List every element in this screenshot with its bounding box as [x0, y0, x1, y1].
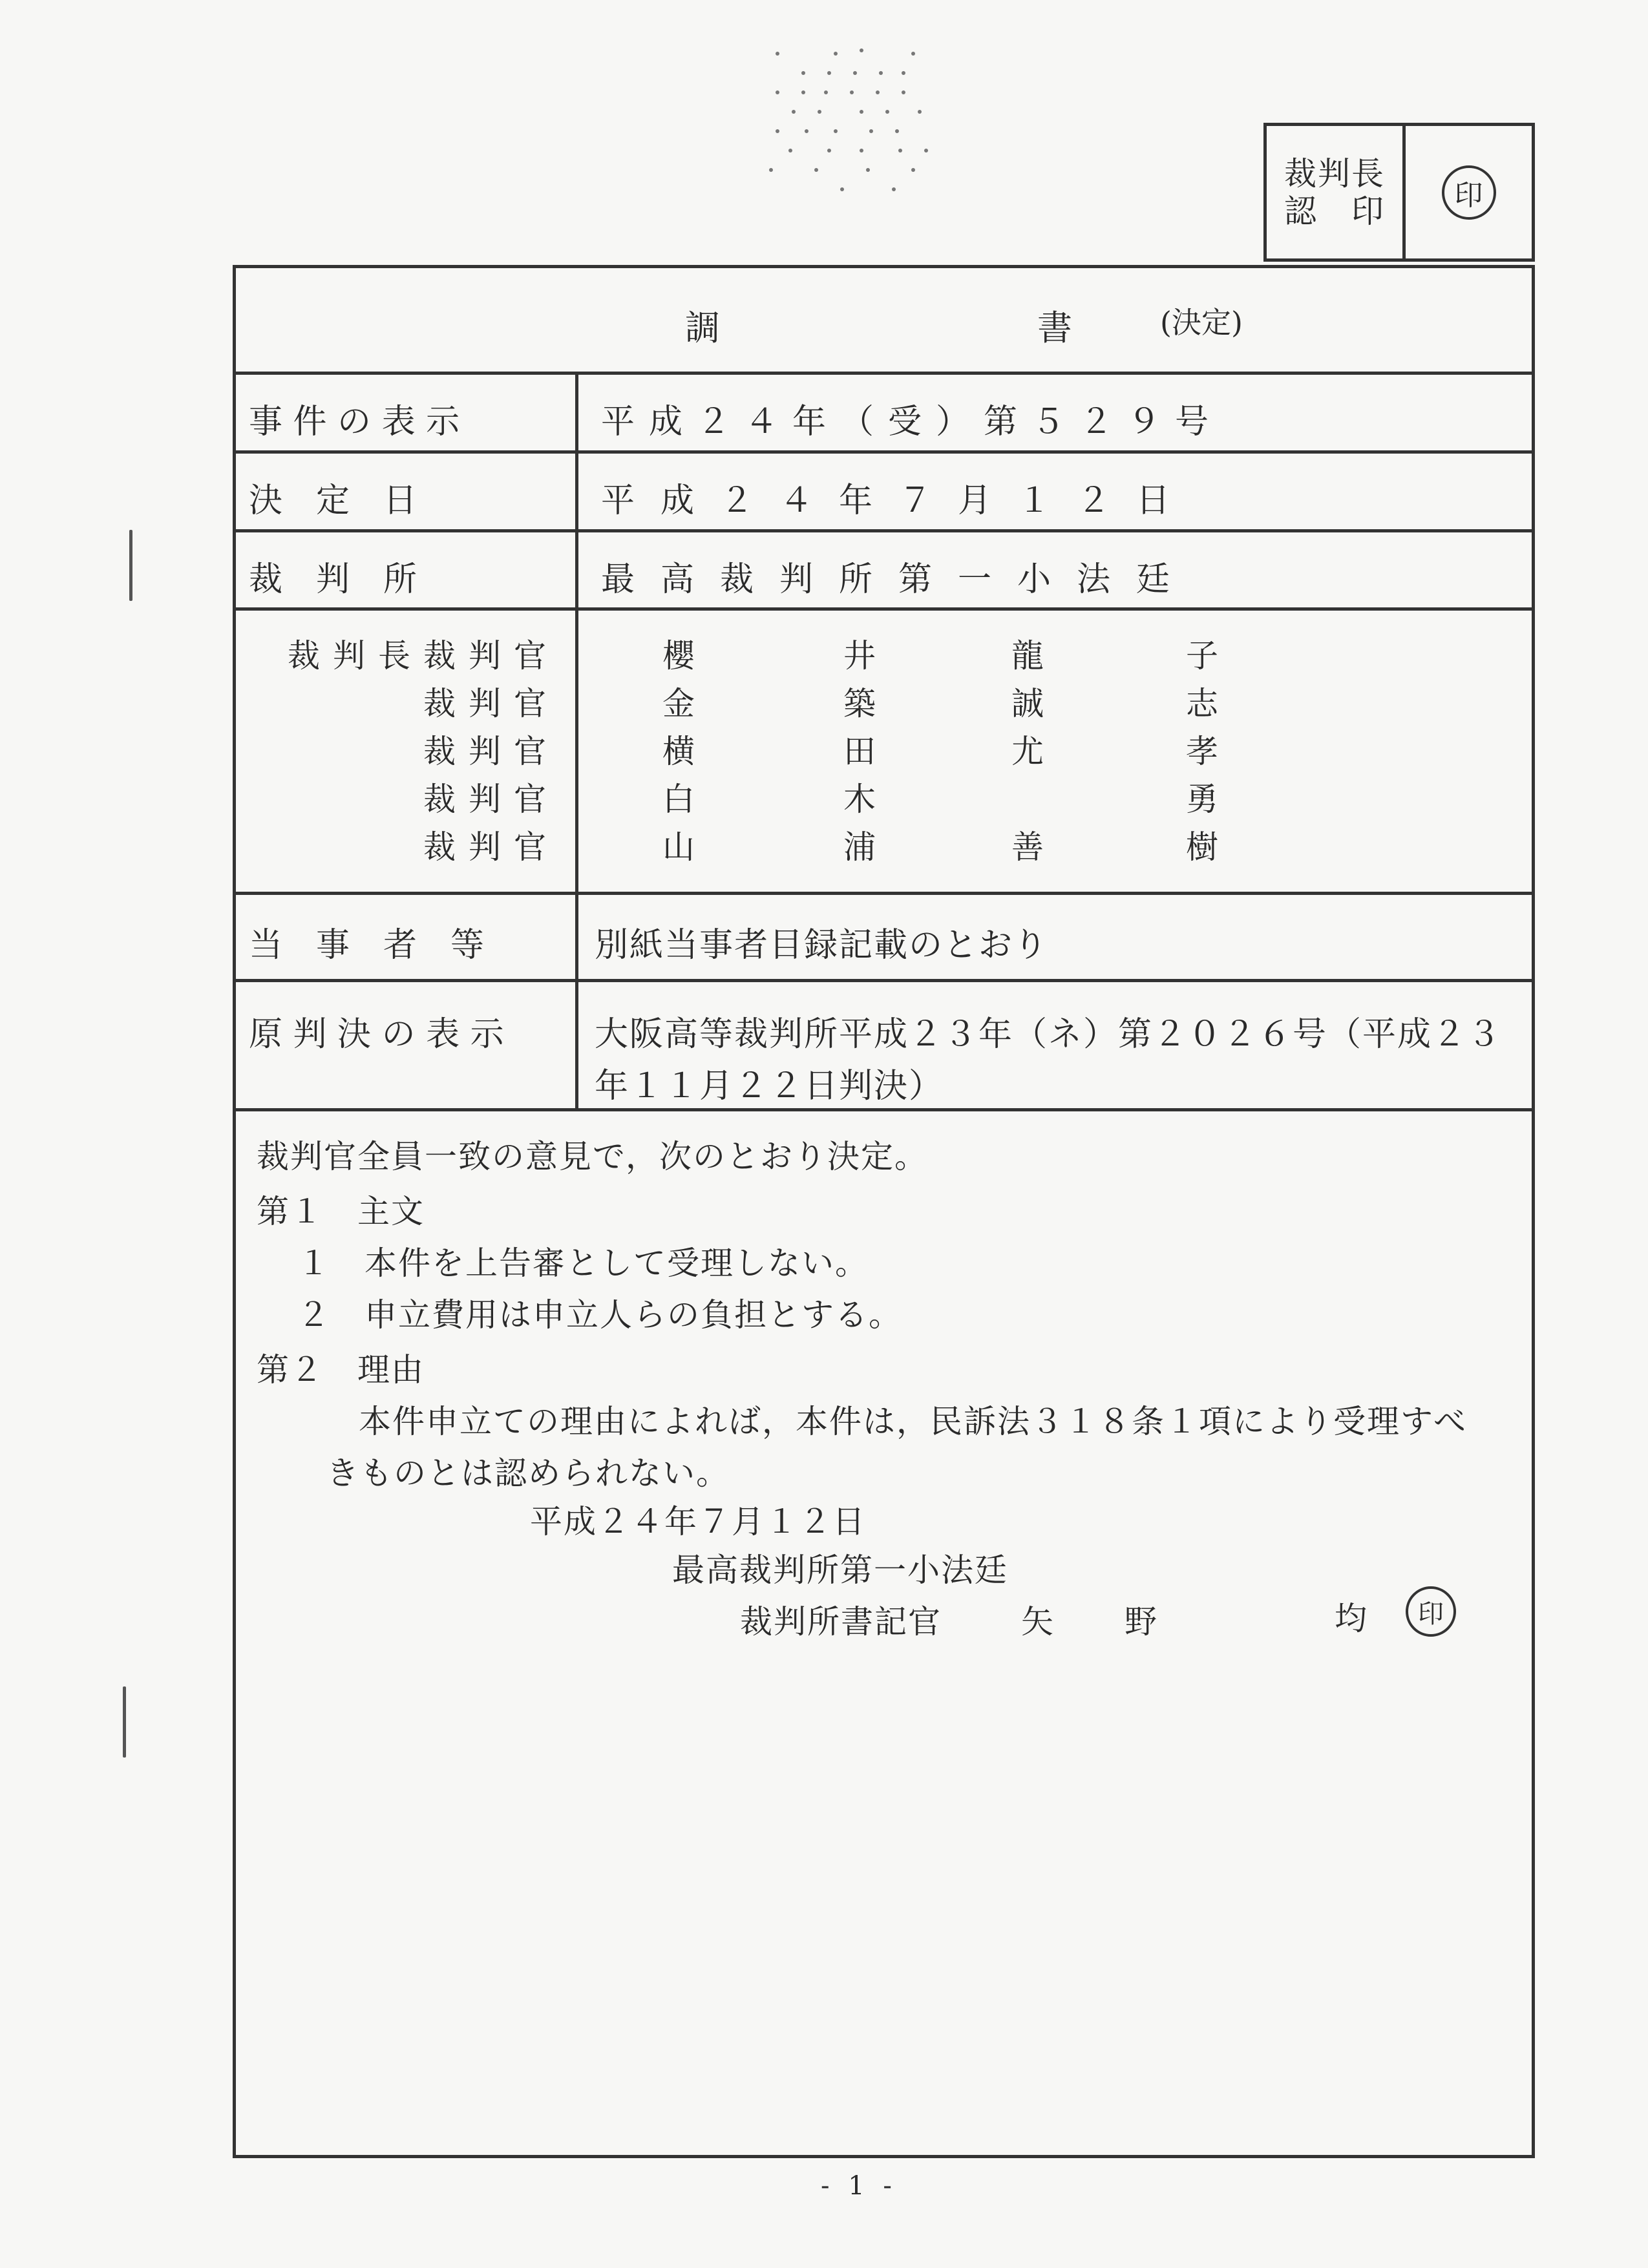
parties-value: 別紙当事者目録記載のとおり [595, 926, 1049, 965]
perforation-dot [911, 52, 915, 56]
approval-label-line1: 裁判長 [1284, 154, 1385, 193]
perforation-dot [769, 168, 773, 172]
binding-mark [129, 530, 132, 601]
issuing-court: 最高裁判所第一小法廷 [672, 1551, 1008, 1589]
perforation-dot [885, 110, 889, 114]
judge-row [236, 773, 1532, 820]
order-item-2: ２ 申立費用は申立人らの負担とする。 [297, 1296, 902, 1334]
perforation-dot [788, 149, 792, 152]
judge-role: 裁判官 [423, 781, 559, 818]
perforation-dot [918, 110, 922, 114]
perforation-dot [824, 90, 828, 94]
judge-name-char: 金 [662, 685, 695, 722]
judge-role: 裁判官 [423, 685, 559, 722]
perforation-dot [902, 90, 905, 94]
perforation-dot [827, 149, 831, 152]
decision-date-row [236, 454, 1532, 532]
issue-date: 平成２４年７月１２日 [530, 1503, 866, 1540]
perforation-dot [866, 168, 870, 172]
original-judgment-row [236, 982, 1532, 1111]
seal-stamp-icon: 印 [1442, 165, 1496, 220]
perforation-dot [834, 129, 838, 133]
decision-intro: 裁判官全員一致の意見で，次のとおり決定。 [257, 1138, 928, 1175]
perforation-dot [860, 110, 863, 114]
judge-name-char: 木 [843, 781, 876, 818]
judge-name-char: 田 [843, 733, 876, 770]
judge-role: 裁判官 [423, 733, 559, 770]
case-row [236, 375, 1532, 454]
parties-row [236, 892, 1532, 982]
judge-name-char: 孝 [1186, 733, 1218, 770]
decision-date-label: 決 定 日 [249, 481, 417, 520]
clerk-name-1: 矢 [1021, 1603, 1055, 1641]
perforation-dot [895, 129, 899, 133]
judge-row [236, 678, 1532, 724]
document-frame [233, 265, 1535, 2158]
perforation-dot [776, 52, 779, 56]
original-judgment-label: 原 判 決 の 表 示 [249, 1015, 504, 1054]
clerk-name-2: 野 [1125, 1603, 1158, 1641]
clerk-seal-icon: 印 [1406, 1586, 1456, 1637]
reason-line-2: きものとは認められない。 [326, 1454, 730, 1492]
perforation-stamp [763, 45, 931, 194]
perforation-dot [827, 71, 831, 75]
perforation-dot [869, 129, 873, 133]
judge-role: 裁判長裁判官 [288, 637, 559, 675]
judge-row [236, 630, 1532, 677]
judge-row [236, 726, 1532, 772]
perforation-dot [840, 187, 844, 191]
perforation-dot [792, 110, 796, 114]
court-label: 裁 判 所 [249, 560, 417, 599]
decision-date-value: 平成２４年７月１２日 [601, 481, 1196, 520]
perforation-dot [898, 149, 902, 152]
judge-name-char: 尤 [1011, 733, 1044, 770]
perforation-dot [911, 168, 915, 172]
judge-name-char: 浦 [843, 828, 876, 866]
perforation-dot [814, 168, 818, 172]
perforation-dot [776, 129, 779, 133]
case-value: 平成２４年（受）第５２９号 [601, 403, 1223, 441]
court-row [236, 532, 1532, 611]
title-row [236, 268, 1532, 375]
binding-mark [123, 1686, 126, 1758]
reason-line-1: 本件申立ての理由によれば，本件は，民訴法３１８条１項により受理すべ [359, 1403, 1467, 1440]
approval-label-line2: 認 印 [1284, 192, 1385, 230]
judge-name-char: 子 [1186, 637, 1218, 675]
perforation-dot [853, 71, 857, 75]
judge-name-char: 櫻 [662, 637, 695, 675]
perforation-dot [860, 48, 863, 52]
perforation-dot [892, 187, 896, 191]
judge-name-char: 志 [1186, 685, 1218, 722]
judge-name-char: 白 [662, 781, 695, 818]
judge-name-char: 善 [1011, 828, 1044, 866]
perforation-dot [834, 52, 838, 56]
original-judgment-value-line2: 年１１月２２日判決） [595, 1067, 944, 1106]
perforation-dot [924, 149, 928, 152]
section-1-heading: 第１ 主文 [257, 1193, 425, 1230]
judge-name-char: 樹 [1186, 828, 1218, 866]
section-2-heading: 第２ 理由 [257, 1351, 425, 1389]
parties-label: 当 事 者 等 [249, 926, 485, 965]
perforation-dot [879, 71, 883, 75]
judge-name-char: 横 [662, 733, 695, 770]
perforation-dot [850, 90, 854, 94]
judge-name-char: 山 [662, 828, 695, 866]
title-kind: (決定) [1160, 305, 1243, 340]
perforation-dot [805, 129, 808, 133]
approval-label [1267, 126, 1406, 258]
judge-name-char: 井 [843, 637, 876, 675]
judges-section [236, 611, 1532, 895]
title-left: 調 [685, 308, 720, 348]
judge-name-char: 築 [843, 685, 876, 722]
original-judgment-value-line1: 大阪高等裁判所平成２３年（ネ）第２０２６号（平成２３ [595, 1015, 1503, 1054]
approval-seal-cell [1406, 126, 1532, 258]
perforation-dot [818, 110, 821, 114]
clerk-title: 裁判所書記官 [740, 1603, 942, 1641]
page-number: - 1 - [821, 2171, 897, 2201]
perforation-dot [801, 90, 805, 94]
judge-name-char: 龍 [1011, 637, 1044, 675]
perforation-dot [902, 71, 905, 75]
chief-judge-approval-box [1263, 123, 1535, 262]
judge-name-char: 誠 [1011, 685, 1044, 722]
order-item-1: １ 本件を上告審として受理しない。 [297, 1244, 869, 1282]
clerk-name-3: 均 [1335, 1600, 1368, 1637]
judge-role: 裁判官 [423, 828, 559, 866]
perforation-dot [860, 149, 863, 152]
perforation-dot [776, 90, 779, 94]
perforation-dot [801, 71, 805, 75]
court-value: 最高裁判所第一小法廷 [601, 560, 1196, 599]
judge-name-char: 勇 [1186, 781, 1218, 818]
judge-row [236, 821, 1532, 868]
title-right: 書 [1037, 308, 1072, 348]
perforation-dot [876, 90, 880, 94]
case-label: 事 件 の 表 示 [249, 403, 460, 441]
